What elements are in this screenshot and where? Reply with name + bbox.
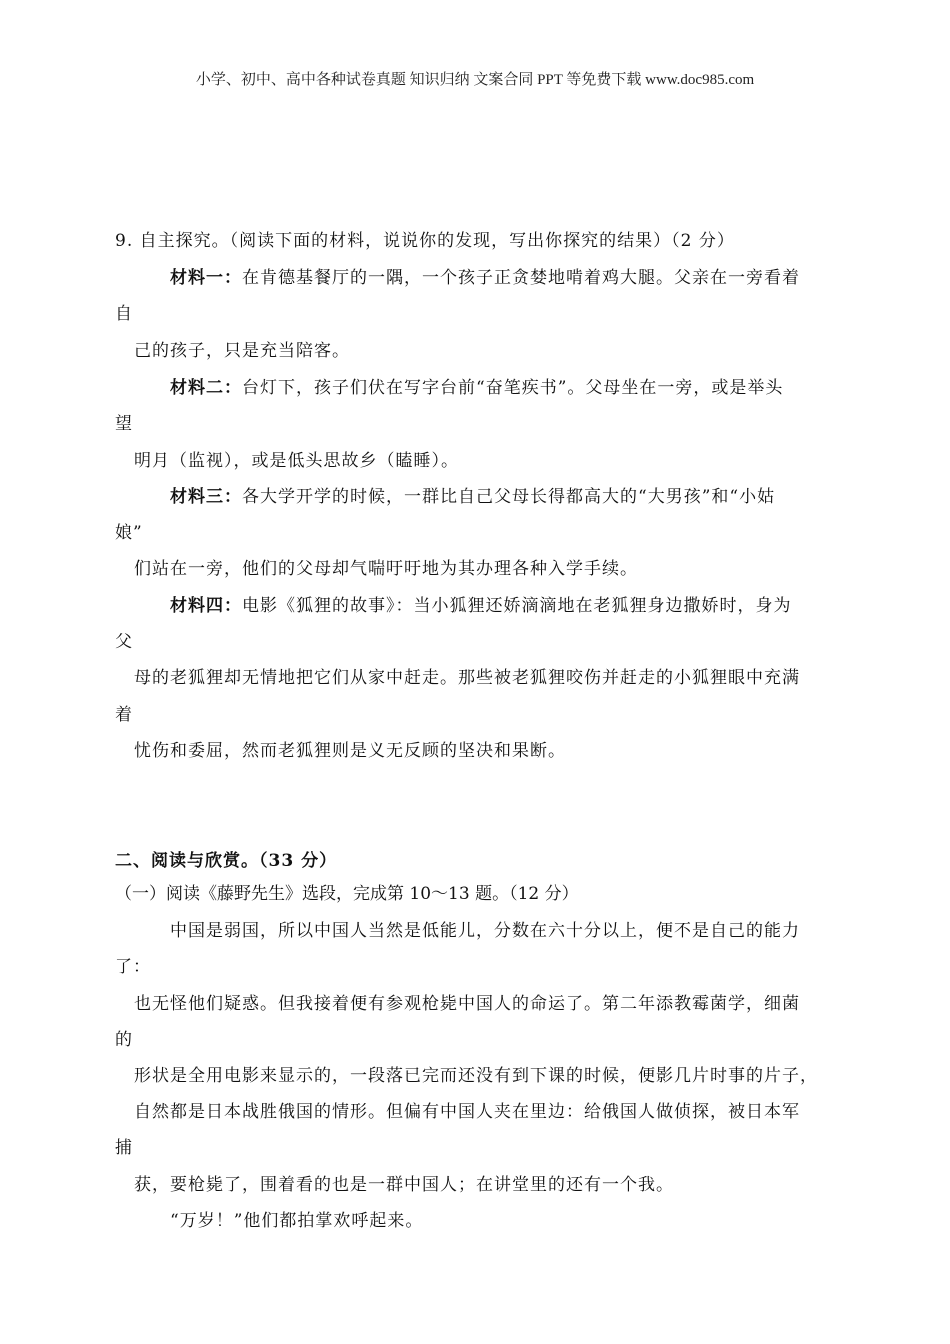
material-2-line2: 明月（监视），或是低头思故乡（瞌睡）。 <box>134 451 459 471</box>
section-2-title: 二、阅读与欣赏。（33 分） <box>115 851 338 871</box>
question-9-title: 9. 自主探究。（阅读下面的材料，说说你的发现，写出你探究的结果）（2 分） <box>115 231 735 251</box>
material-4-text: 电影《狐狸的故事》：当小狐狸还娇滴滴地在老狐狸身边撒娇时，身为 <box>242 596 792 616</box>
passage-paragraph-2: “万岁！”他们都拍掌欢呼起来。 <box>170 1211 424 1231</box>
material-2-label: 材料二： <box>170 378 242 398</box>
page-header: 小学、初中、高中各种试卷真题 知识归纳 文案合同 PPT 等免费下载 www.doc985.com <box>195 72 755 88</box>
material-4-wrap-2: 着 <box>115 705 133 725</box>
material-4-line2: 母的老狐狸却无情地把它们从家中赶走。那些被老狐狸咬伤并赶走的小狐狸眼中充满 <box>134 668 800 688</box>
material-4-line3: 忧伤和委屈，然而老狐狸则是义无反顾的坚决和果断。 <box>134 741 566 761</box>
material-1-line2: 己的孩子，只是充当陪客。 <box>134 341 350 361</box>
material-1 <box>170 263 800 288</box>
material-4 <box>170 591 792 616</box>
passage-line-3: 形状是全用电影来显示的，一段落已完而还没有到下课的时候，便影几片时事的片子， <box>134 1066 818 1086</box>
passage-line-5: 获，要枪毙了，围着看的也是一群中国人；在讲堂里的还有一个我。 <box>134 1175 674 1195</box>
material-3-label: 材料三： <box>170 487 242 507</box>
passage-line-4: 自然都是日本战胜俄国的情形。但偏有中国人夹在里边：给俄国人做侦探，被日本军 <box>134 1102 800 1122</box>
material-1-text: 在肯德基餐厅的一隅，一个孩子正贪婪地啃着鸡大腿。父亲在一旁看着 <box>242 268 800 288</box>
passage-line-1: 中国是弱国，所以中国人当然是低能儿，分数在六十分以上，便不是自己的能力 <box>170 921 800 941</box>
material-2-text: 台灯下，孩子们伏在写字台前“奋笔疾书”。父母坐在一旁，或是举头 <box>242 378 784 398</box>
material-1-label: 材料一： <box>170 268 242 288</box>
material-2-wrap: 望 <box>115 414 133 434</box>
material-2 <box>170 373 783 398</box>
passage-wrap-3: 捕 <box>115 1138 133 1158</box>
material-3-wrap: 娘” <box>115 523 143 543</box>
material-4-label: 材料四： <box>170 596 242 616</box>
passage-wrap-1: 了： <box>115 957 151 977</box>
passage-wrap-2: 的 <box>115 1030 133 1050</box>
passage-line-2: 也无怪他们疑惑。但我接着便有参观枪毙中国人的命运了。第二年添教霉菌学，细菌 <box>134 994 800 1014</box>
material-3-text: 各大学开学的时候，一群比自己父母长得都高大的“大男孩”和“小姑 <box>242 487 776 507</box>
section-2-subtitle: （一）阅读《藤野先生》选段，完成第 10～13 题。（12 分） <box>115 884 579 904</box>
material-4-wrap-1: 父 <box>115 632 133 652</box>
material-3-line2: 们站在一旁，他们的父母却气喘吁吁地为其办理各种入学手续。 <box>134 559 638 579</box>
material-1-wrap: 自 <box>115 304 133 324</box>
material-3 <box>170 482 775 507</box>
